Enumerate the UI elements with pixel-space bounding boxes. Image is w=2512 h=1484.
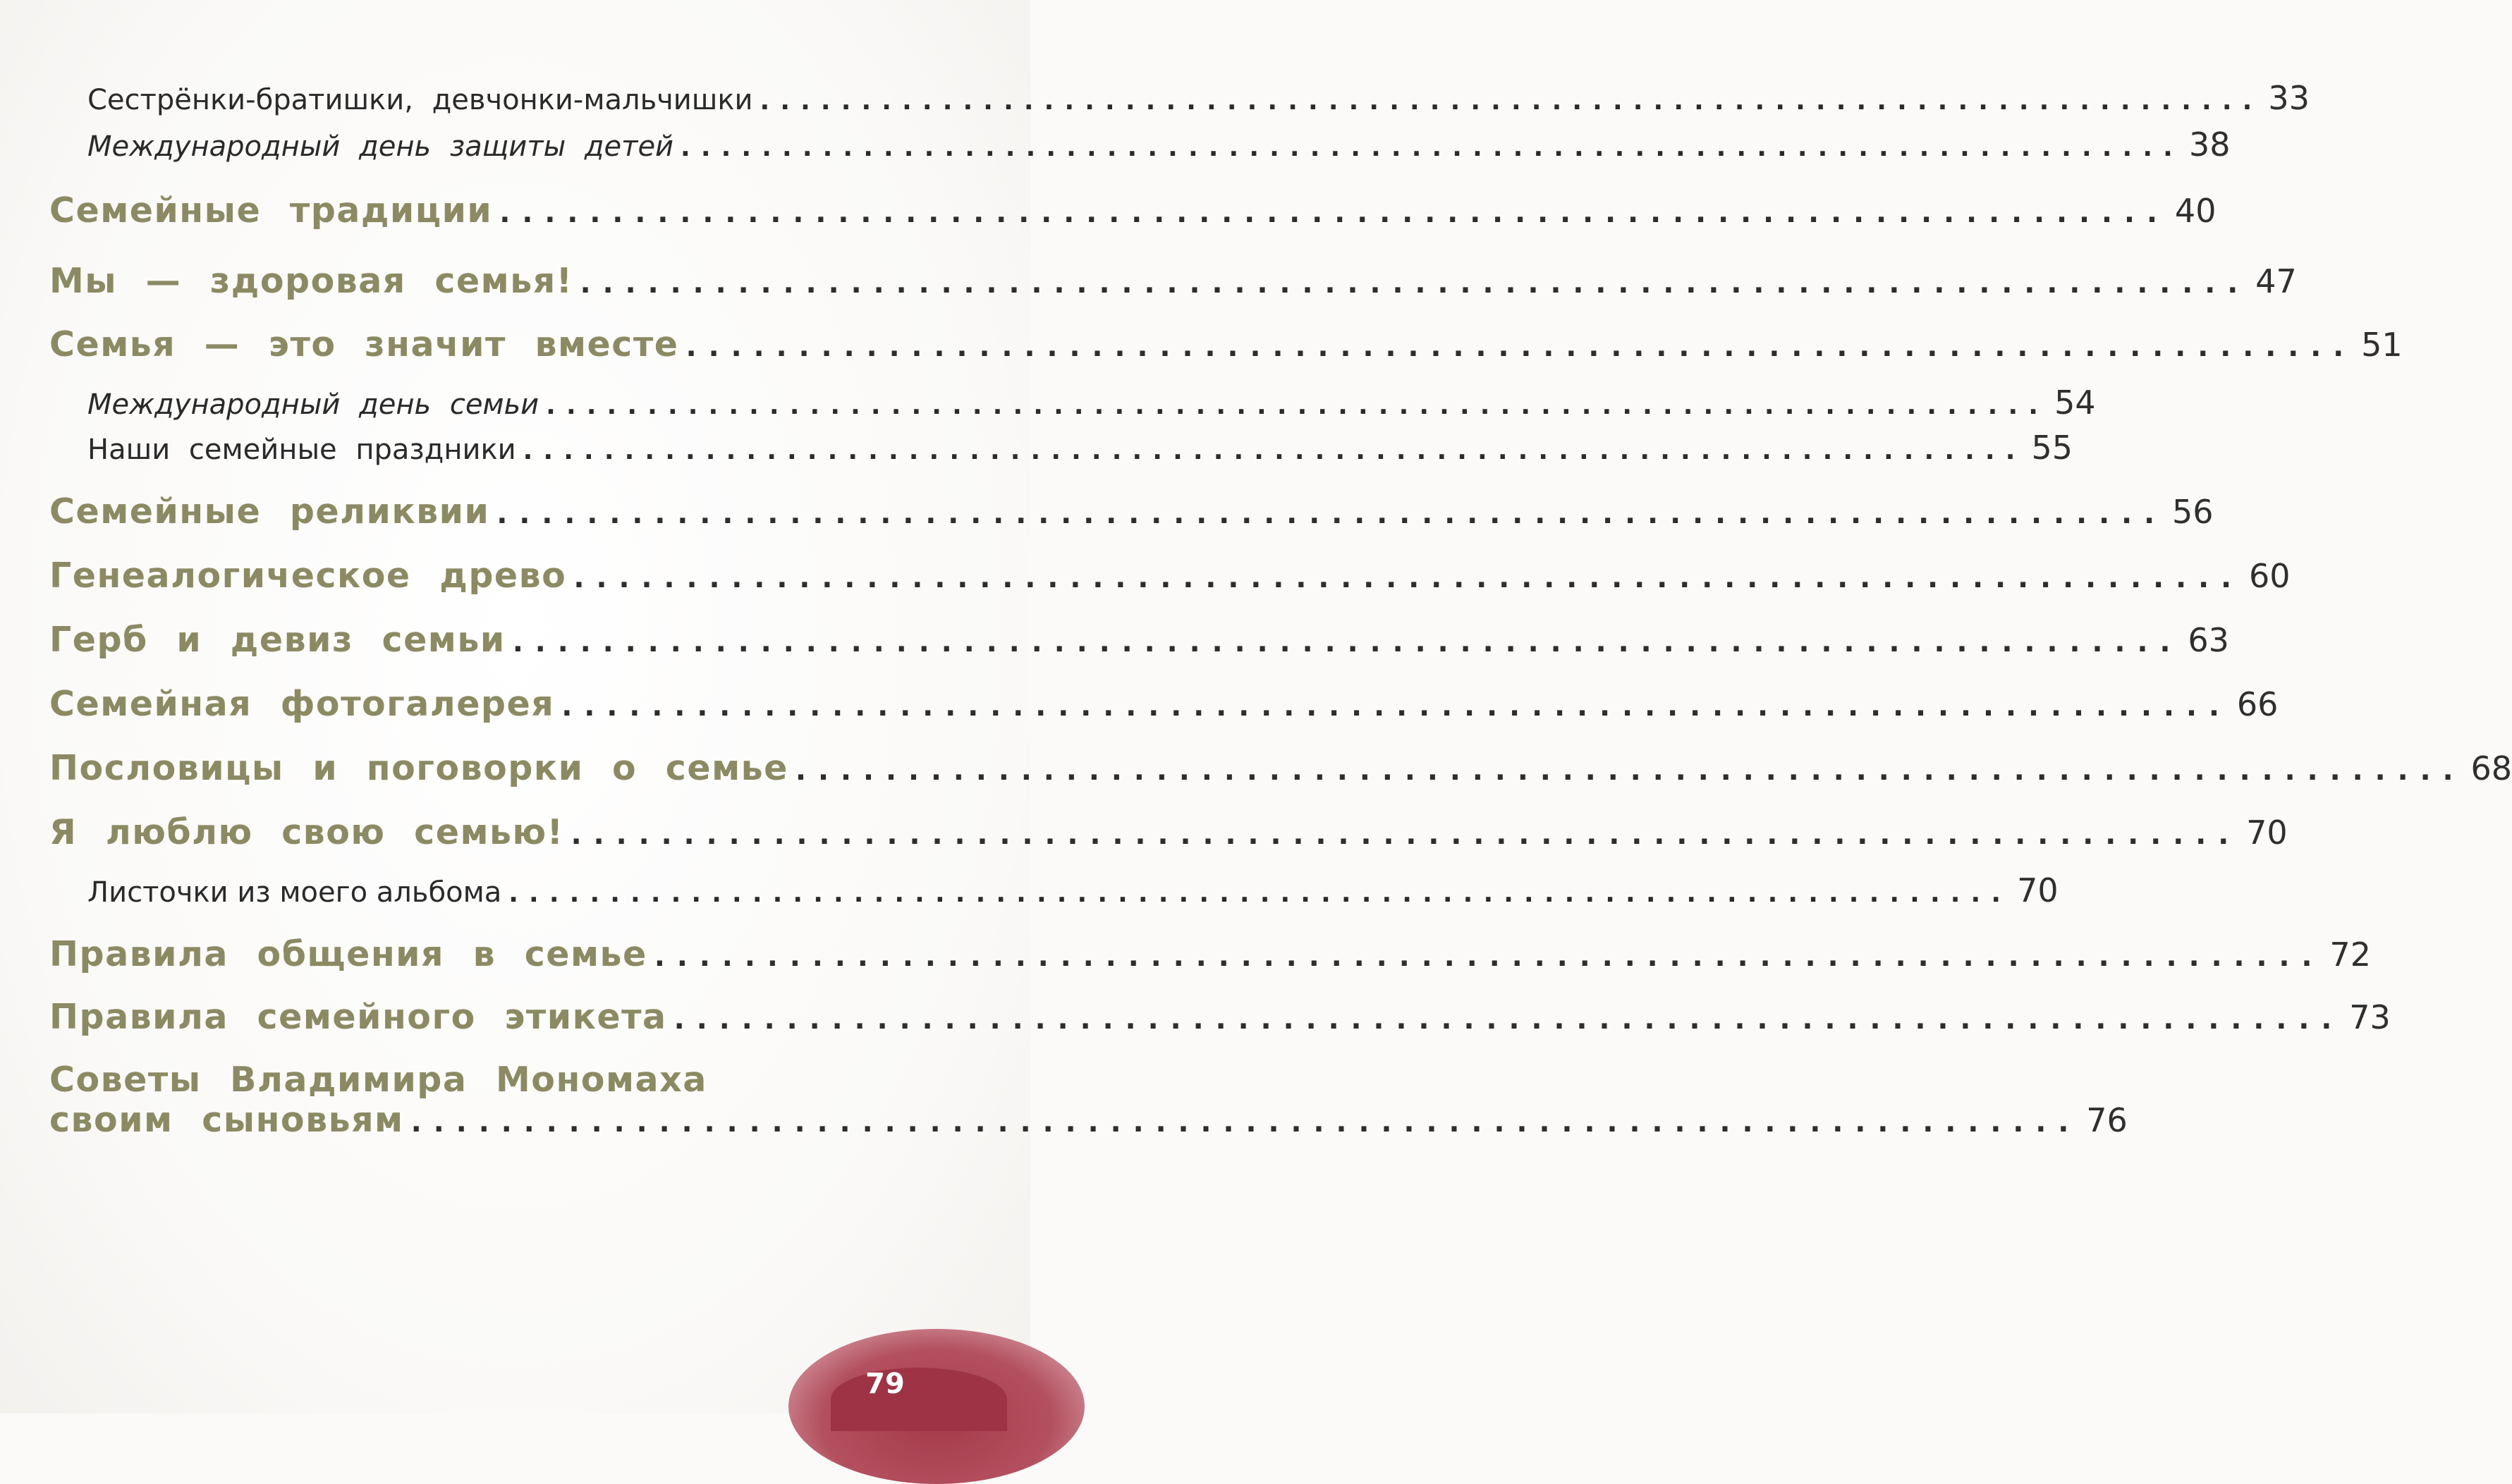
toc-entry[interactable] — [49, 556, 966, 596]
toc-entry-title: Семейные реликвии — [49, 491, 489, 532]
toc-entry-title: Наши семейные праздники — [87, 434, 516, 466]
toc-leader-dots: .......................................................................... — [523, 436, 2026, 465]
toc-entry-page: 47 — [2255, 262, 2297, 300]
toc-entry-title-continued: своим сыновьям — [49, 1100, 404, 1140]
toc-leader-dots: .......................................................................... — [496, 498, 2166, 530]
toc-entry[interactable] — [49, 1060, 966, 1140]
toc-entry[interactable] — [49, 812, 966, 852]
toc-entry-title: Мы — здоровая семья! — [49, 261, 573, 301]
toc-leader-dots: .......................................................................... — [674, 1003, 2344, 1036]
toc-entry-page: 76 — [2086, 1101, 2128, 1139]
toc-entry-page: 73 — [2349, 998, 2391, 1036]
toc-entry-page: 38 — [2189, 125, 2231, 164]
toc-entry[interactable] — [87, 384, 966, 422]
toc-entry[interactable] — [87, 871, 966, 909]
toc-entry-title: Генеалогическое древо — [49, 556, 566, 596]
toc-entry-title: Международный день семьи — [87, 388, 539, 421]
toc-entry-page: 63 — [2188, 621, 2229, 659]
toc-entry-page: 60 — [2249, 557, 2291, 595]
toc-entry[interactable] — [49, 620, 966, 660]
toc-entry-title: Герб и девиз семьи — [49, 620, 506, 660]
toc-leader-dots: .......................................................................... — [546, 391, 2049, 420]
toc-leader-dots: .......................................................................... — [571, 818, 2240, 851]
toc-entry-title: Семья — это значит вместе — [49, 324, 678, 364]
toc-entry-page: 54 — [2054, 384, 2096, 422]
toc-entry-page: 70 — [2017, 871, 2059, 909]
toc-entry-page: 33 — [2268, 79, 2310, 117]
toc-entry-title: Правила общения в семье — [49, 934, 647, 974]
toc-entry-page: 56 — [2172, 493, 2214, 531]
toc-leader-dots: .......................................................................... — [681, 133, 2183, 162]
toc-entry-page: 51 — [2361, 326, 2403, 364]
toc-leader-dots: .......................................................................... — [561, 690, 2231, 723]
toc-entry-page: 70 — [2246, 814, 2288, 852]
toc-leader-dots: .......................................................................... — [580, 267, 2250, 300]
toc-entry-page: 55 — [2032, 429, 2073, 467]
toc-entry-page: 72 — [2329, 936, 2371, 974]
toc-leader-dots: .......................................................................... — [760, 87, 2263, 116]
toc-entry-title: Семейная фотогалерея — [49, 684, 554, 724]
toc-entry[interactable] — [49, 190, 966, 231]
page-number: 79 — [846, 1368, 924, 1400]
toc-entry-page: 68 — [2471, 749, 2512, 787]
toc-entry[interactable] — [49, 261, 966, 301]
toc-entry-title: Листочки из моего альбома — [87, 876, 501, 909]
toc-entry-title: Семейные традиции — [49, 190, 492, 231]
table-of-contents — [0, 0, 1030, 1414]
toc-leader-dots: .......................................................................... — [513, 626, 2183, 658]
toc-entry-title: Правила семейного этикета — [49, 997, 667, 1037]
toc-entry[interactable] — [49, 324, 966, 364]
toc-entry-title: Международный день защиты детей — [87, 130, 673, 163]
toc-entry[interactable] — [87, 125, 966, 164]
toc-entry[interactable] — [87, 429, 966, 467]
toc-entry-page: 66 — [2237, 685, 2279, 723]
toc-entry-page: 40 — [2175, 192, 2217, 230]
toc-entry[interactable] — [49, 997, 966, 1037]
book-page — [0, 0, 1030, 1414]
toc-leader-dots: .......................................................................... — [795, 754, 2465, 787]
toc-entry[interactable] — [87, 79, 966, 117]
toc-leader-dots: .......................................................................... — [499, 197, 2169, 229]
toc-entry[interactable] — [49, 684, 966, 724]
toc-entry-line2 — [49, 1100, 966, 1140]
toc-leader-dots: .......................................................................... — [685, 331, 2355, 363]
toc-leader-dots: .......................................................................... — [654, 940, 2324, 973]
toc-entry[interactable] — [49, 748, 966, 788]
toc-entry-title: Сестрёнки-братишки, девчонки-мальчишки — [87, 84, 753, 116]
toc-entry-title: Я люблю свою семью! — [49, 812, 563, 852]
toc-leader-dots: .......................................................................... — [508, 879, 2011, 908]
toc-entry[interactable] — [49, 934, 966, 974]
toc-entry-title: Пословицы и поговорки о семье — [49, 748, 788, 788]
toc-entry[interactable] — [49, 491, 966, 532]
toc-leader-dots: .......................................................................... — [411, 1106, 2081, 1139]
toc-entry-title: Советы Владимира Мономаха — [49, 1060, 966, 1100]
toc-leader-dots: .......................................................................... — [573, 562, 2243, 594]
